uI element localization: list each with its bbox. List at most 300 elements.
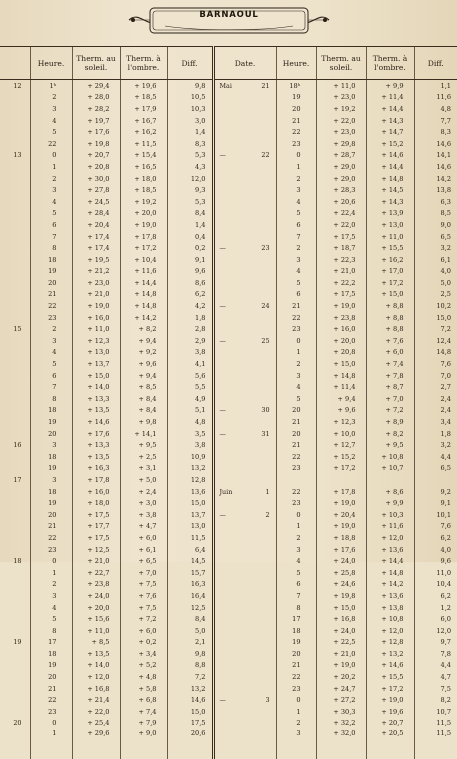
cell-sun-temp: + 17,5 [72, 509, 120, 521]
cell-hour: 2 [276, 173, 316, 185]
cell-shade-temp: + 5,2 [120, 660, 167, 672]
cell-hour: 1 [276, 347, 316, 359]
cell-day [0, 509, 30, 521]
cell-shade-temp: + 12,0 [366, 532, 414, 544]
cell-sun-temp: + 19,8 [72, 138, 120, 150]
cell-diff: 12,8 [167, 474, 213, 486]
cell-diff: 0,2 [167, 242, 213, 254]
cell-diff: 10,9 [167, 451, 213, 463]
cell-hour: 22 [276, 126, 316, 138]
cell-day [0, 370, 30, 382]
cell-sun-temp: + 12,3 [316, 416, 366, 428]
cell-shade-temp: + 16,2 [366, 254, 414, 266]
cell-sun-temp: + 24,0 [72, 590, 120, 602]
cell-sun-temp: + 11,0 [72, 323, 120, 335]
cell-hour: 1 [276, 521, 316, 533]
cell-day [244, 613, 276, 625]
cell-hour: 2 [276, 242, 316, 254]
cell-shade-temp: + 3,4 [120, 648, 167, 660]
cell-sun-temp: + 17,5 [316, 231, 366, 243]
cell-day [0, 567, 30, 579]
cell-sun-temp: + 17,6 [72, 126, 120, 138]
cell-hour: 4 [276, 196, 316, 208]
cell-sun-temp: + 20,4 [316, 509, 366, 521]
cell-sun-temp: + 25,4 [72, 718, 120, 730]
cell-diff: 2,7 [414, 381, 457, 393]
cell-sun-temp: + 11,0 [316, 80, 366, 92]
cell-diff: 4,2 [167, 300, 213, 312]
cell-hour: 0 [276, 335, 316, 347]
cell-shade-temp: + 9,9 [366, 80, 414, 92]
cell-diff: 5,5 [167, 381, 213, 393]
cell-sun-temp: + 10,0 [316, 428, 366, 440]
cell-month [213, 497, 244, 509]
cell-month [213, 370, 244, 382]
cell-shade-temp: + 11,6 [366, 521, 414, 533]
cell-month [213, 184, 244, 196]
cell-hour: 22 [276, 312, 316, 324]
cell-sun-temp: + 20,2 [316, 671, 366, 683]
cell-shade-temp: + 7,2 [120, 613, 167, 625]
cell-sun-temp: + 29,8 [316, 138, 366, 150]
cell-shade-temp: + 12,8 [366, 637, 414, 649]
cell-month [213, 660, 244, 672]
cell-shade-temp: + 14,4 [120, 277, 167, 289]
cell-shade-temp: + 17,8 [120, 231, 167, 243]
cell-sun-temp: + 22,7 [72, 567, 120, 579]
cell-hour: 20 [276, 405, 316, 417]
cell-day [0, 196, 30, 208]
table-row [0, 671, 457, 683]
cell-diff: 9,1 [167, 254, 213, 266]
cell-day [0, 416, 30, 428]
cell-day: 31 [244, 428, 276, 440]
cell-shade-temp: + 9,5 [120, 439, 167, 451]
cell-diff: 10,5 [167, 92, 213, 104]
cell-day [244, 266, 276, 278]
cell-day [244, 347, 276, 359]
cell-day [0, 300, 30, 312]
cell-hour: 23 [276, 463, 316, 475]
cell-day [244, 219, 276, 231]
table-row [0, 613, 457, 625]
cell-month [213, 439, 244, 451]
cell-month [213, 126, 244, 138]
cell-shade-temp: + 0,2 [120, 637, 167, 649]
cell-hour: 6 [276, 289, 316, 301]
cell-diff: 10,7 [414, 706, 457, 718]
cell-diff: 3,4 [414, 416, 457, 428]
col-ombre-right: Therm. à l'ombre. [366, 47, 414, 80]
cell-day [0, 335, 30, 347]
cell-shade-temp: + 14,2 [366, 579, 414, 591]
cell-day [244, 567, 276, 579]
table-body [0, 80, 457, 759]
cell-day [244, 358, 276, 370]
cell-month [213, 544, 244, 556]
cell-shade-temp: + 8,2 [120, 323, 167, 335]
cell-day [0, 579, 30, 591]
cell-diff: 6,2 [414, 532, 457, 544]
cell-diff: 0,4 [167, 231, 213, 243]
cell-hour: 19 [276, 637, 316, 649]
cell-day: 20 [0, 718, 30, 730]
table-row [0, 370, 457, 382]
cell-diff: 2,4 [414, 405, 457, 417]
cell-shade-temp: + 15,5 [366, 671, 414, 683]
cell-sun-temp: + 28,3 [316, 184, 366, 196]
cell-sun-temp: + 11,0 [72, 625, 120, 637]
cell-day [0, 173, 30, 185]
cell-diff [414, 474, 457, 486]
cell-day [0, 138, 30, 150]
cell-shade-temp: + 8,7 [366, 381, 414, 393]
cell-shade-temp: + 8,2 [366, 428, 414, 440]
cell-diff: 6,4 [167, 544, 213, 556]
cell-shade-temp: + 8,8 [366, 312, 414, 324]
cell-month [213, 138, 244, 150]
cell-diff: 4,0 [414, 544, 457, 556]
cell-sun-temp: + 17,2 [316, 463, 366, 475]
cell-hour: 4 [30, 602, 72, 614]
table-row [0, 579, 457, 591]
cell-sun-temp: + 21,0 [316, 648, 366, 660]
cell-day [0, 277, 30, 289]
cell-day [0, 405, 30, 417]
cell-sun-temp: + 19,0 [72, 300, 120, 312]
cell-month [213, 231, 244, 243]
cell-shade-temp: + 7,2 [366, 405, 414, 417]
cell-diff: 4,4 [414, 451, 457, 463]
cell-shade-temp: + 6,0 [120, 625, 167, 637]
cell-shade-temp: + 19,0 [120, 219, 167, 231]
cell-shade-temp: + 5,0 [120, 474, 167, 486]
cell-shade-temp: + 14,4 [366, 555, 414, 567]
cell-hour: 20 [30, 428, 72, 440]
cell-day [244, 497, 276, 509]
cell-month [213, 208, 244, 220]
cell-hour: 5 [276, 393, 316, 405]
cell-diff: 9,6 [414, 555, 457, 567]
cell-day: 13 [0, 150, 30, 162]
cell-day [0, 729, 30, 759]
cell-diff: 12,4 [414, 335, 457, 347]
cell-shade-temp: + 14,3 [366, 115, 414, 127]
cell-shade-temp: + 6,5 [120, 555, 167, 567]
cell-day [0, 347, 30, 359]
cell-sun-temp: + 13,5 [72, 648, 120, 660]
cell-sun-temp: + 30,3 [316, 706, 366, 718]
cell-diff: 9,8 [167, 80, 213, 92]
cell-diff: 4,3 [167, 161, 213, 173]
table-row [0, 208, 457, 220]
cell-shade-temp: + 9,0 [120, 729, 167, 759]
cell-hour: 23 [30, 544, 72, 556]
cell-shade-temp: + 15,0 [366, 289, 414, 301]
cell-month [213, 521, 244, 533]
cell-shade-temp: + 7,8 [366, 370, 414, 382]
cell-shade-temp: + 14,6 [366, 660, 414, 672]
cell-diff: 6,1 [414, 254, 457, 266]
table-row [0, 405, 457, 417]
cell-hour: 19 [30, 497, 72, 509]
cell-day [244, 590, 276, 602]
cell-diff: 14,1 [414, 150, 457, 162]
cell-month [213, 254, 244, 266]
cell-diff: 8,2 [414, 694, 457, 706]
cell-sun-temp: + 20,6 [316, 196, 366, 208]
cell-sun-temp: + 17,7 [72, 521, 120, 533]
cell-shade-temp: + 10,8 [366, 451, 414, 463]
cell-diff: 6,2 [167, 289, 213, 301]
cell-sun-temp: + 9,4 [316, 393, 366, 405]
cell-month: — [213, 405, 244, 417]
table-row [0, 532, 457, 544]
cell-hour: 20 [30, 277, 72, 289]
cell-sun-temp: + 29,6 [72, 729, 120, 759]
cell-hour: 3 [276, 254, 316, 266]
cell-sun-temp: + 24,7 [316, 683, 366, 695]
cell-sun-temp: + 20,7 [72, 150, 120, 162]
cell-sun-temp: + 19,0 [316, 660, 366, 672]
table-row [0, 451, 457, 463]
cell-diff: 8,6 [167, 277, 213, 289]
cell-sun-temp: + 21,2 [72, 266, 120, 278]
cell-day [0, 706, 30, 718]
cell-sun-temp: + 18,7 [316, 242, 366, 254]
cell-day [0, 115, 30, 127]
cell-hour: 5 [276, 567, 316, 579]
cell-hour: 18 [30, 486, 72, 498]
cell-diff: 2,4 [414, 393, 457, 405]
cell-sun-temp: + 16,8 [316, 613, 366, 625]
cell-diff: 8,3 [414, 126, 457, 138]
cell-sun-temp: + 20,4 [72, 219, 120, 231]
cell-shade-temp: + 9,9 [366, 497, 414, 509]
table-row [0, 126, 457, 138]
cell-hour: 3 [276, 729, 316, 759]
cell-shade-temp: + 10,7 [366, 463, 414, 475]
cell-month [213, 532, 244, 544]
cell-shade-temp: + 19,2 [120, 196, 167, 208]
cell-diff: 3,2 [414, 242, 457, 254]
cell-shade-temp: + 13,6 [366, 544, 414, 556]
cell-hour: 4 [276, 381, 316, 393]
cell-sun-temp: + 12,0 [72, 671, 120, 683]
cell-diff: 1,8 [414, 428, 457, 440]
table-row [0, 694, 457, 706]
cell-month [213, 718, 244, 730]
cell-hour: 0 [30, 150, 72, 162]
cell-day [244, 416, 276, 428]
cell-diff: 12,0 [167, 173, 213, 185]
cell-shade-temp: + 6,0 [366, 347, 414, 359]
cell-diff: 4,8 [414, 103, 457, 115]
cell-sun-temp: + 19,2 [316, 103, 366, 115]
cell-sun-temp: + 16,8 [72, 683, 120, 695]
cell-day [244, 660, 276, 672]
cell-diff: 15,7 [167, 567, 213, 579]
cell-sun-temp: + 21,4 [72, 694, 120, 706]
cell-day: 2 [244, 509, 276, 521]
cell-hour: 5 [30, 208, 72, 220]
cell-day [0, 358, 30, 370]
cell-shade-temp: + 9,4 [120, 335, 167, 347]
cell-shade-temp: + 7,0 [366, 393, 414, 405]
cell-diff: 9,1 [414, 497, 457, 509]
cell-hour: 21 [276, 660, 316, 672]
cell-hour: 3 [276, 544, 316, 556]
header-ornament [125, 3, 333, 37]
cell-hour: 0 [276, 509, 316, 521]
cell-shade-temp: + 16,5 [120, 161, 167, 173]
cell-hour: 20 [276, 648, 316, 660]
cell-diff: 9,3 [167, 184, 213, 196]
cell-hour: 23 [276, 497, 316, 509]
cell-hour [276, 474, 316, 486]
cell-diff: 9,8 [167, 648, 213, 660]
cell-month [213, 729, 244, 759]
cell-hour: 1 [276, 161, 316, 173]
col-date-right: Date. [213, 47, 276, 80]
cell-day [244, 184, 276, 196]
cell-hour: 5 [30, 358, 72, 370]
cell-sun-temp: + 16,0 [72, 312, 120, 324]
cell-diff: 5,6 [167, 370, 213, 382]
cell-shade-temp: + 17,2 [366, 683, 414, 695]
cell-sun-temp: + 17,8 [72, 474, 120, 486]
cell-shade-temp: + 13,6 [366, 590, 414, 602]
cell-sun-temp: + 22,0 [316, 219, 366, 231]
table-row [0, 277, 457, 289]
table-row [0, 161, 457, 173]
cell-sun-temp: + 17,6 [72, 428, 120, 440]
cell-diff: 1,1 [414, 80, 457, 92]
cell-day [244, 683, 276, 695]
cell-day [0, 602, 30, 614]
cell-diff: 9,6 [167, 266, 213, 278]
cell-month: — [213, 428, 244, 440]
cell-shade-temp: + 12,0 [366, 625, 414, 637]
cell-shade-temp: + 8,4 [120, 393, 167, 405]
cell-sun-temp: + 19,0 [316, 497, 366, 509]
cell-day: 19 [0, 637, 30, 649]
cell-diff: 7,0 [414, 370, 457, 382]
cell-month: — [213, 694, 244, 706]
cell-sun-temp: + 16,0 [72, 486, 120, 498]
cell-month [213, 381, 244, 393]
table-row [0, 103, 457, 115]
cell-day [244, 729, 276, 759]
cell-diff: 11,5 [414, 729, 457, 759]
cell-diff: 3,0 [167, 115, 213, 127]
cell-sun-temp: + 21,0 [72, 289, 120, 301]
cell-diff: 10,2 [414, 300, 457, 312]
cell-day [244, 393, 276, 405]
cell-shade-temp: + 9,2 [120, 347, 167, 359]
cell-day [0, 312, 30, 324]
cell-sun-temp: + 17,5 [316, 289, 366, 301]
cell-shade-temp: + 14,1 [120, 428, 167, 440]
cell-shade-temp: + 17,2 [120, 242, 167, 254]
cell-hour: 22 [276, 671, 316, 683]
cell-hour: 6 [30, 219, 72, 231]
cell-hour: 2 [30, 323, 72, 335]
cell-shade-temp: + 20,0 [120, 208, 167, 220]
cell-sun-temp: + 23,0 [316, 126, 366, 138]
table-row [0, 196, 457, 208]
cell-diff: 1,2 [414, 602, 457, 614]
cell-sun-temp: + 22,0 [72, 706, 120, 718]
cell-day: 18 [0, 555, 30, 567]
cell-month [213, 115, 244, 127]
col-date-left [0, 47, 30, 80]
cell-month: Mai [213, 80, 244, 92]
cell-sun-temp: + 14,0 [72, 381, 120, 393]
cell-sun-temp: + 17,4 [72, 242, 120, 254]
cell-hour: 2 [30, 92, 72, 104]
cell-sun-temp: + 24,0 [316, 625, 366, 637]
station-name: BARNAOUL [150, 10, 308, 20]
table-row [0, 312, 457, 324]
cell-day [244, 161, 276, 173]
cell-shade-temp: + 9,8 [120, 416, 167, 428]
cell-shade-temp: + 15,5 [366, 242, 414, 254]
cell-day [244, 115, 276, 127]
cell-day [0, 126, 30, 138]
cell-hour: 21 [276, 115, 316, 127]
table-row [0, 242, 457, 254]
cell-diff: 6,5 [414, 231, 457, 243]
cell-diff: 3,8 [167, 347, 213, 359]
cell-diff: 13,6 [167, 486, 213, 498]
cell-sun-temp: + 18,0 [72, 497, 120, 509]
cell-sun-temp: + 20,0 [72, 602, 120, 614]
cell-month [213, 451, 244, 463]
cell-sun-temp: + 14,8 [316, 370, 366, 382]
cell-day [244, 381, 276, 393]
cell-hour: 22 [30, 138, 72, 150]
cell-diff: 15,0 [167, 706, 213, 718]
cell-hour: 2 [30, 173, 72, 185]
cell-month [213, 567, 244, 579]
cell-hour: 0 [30, 555, 72, 567]
cell-hour: 6 [30, 370, 72, 382]
cell-shade-temp: + 5,8 [120, 683, 167, 695]
cell-month [213, 266, 244, 278]
cell-sun-temp: + 16,0 [316, 323, 366, 335]
cell-sun-temp: + 12,3 [72, 335, 120, 347]
cell-sun-temp: + 19,8 [316, 590, 366, 602]
cell-shade-temp: + 14,8 [120, 289, 167, 301]
cell-shade-temp: + 20,7 [366, 718, 414, 730]
cell-shade-temp [366, 474, 414, 486]
cell-month [213, 219, 244, 231]
cell-sun-temp: + 12,5 [72, 544, 120, 556]
cell-hour: 7 [30, 381, 72, 393]
table-row [0, 115, 457, 127]
cell-hour: 23 [276, 138, 316, 150]
cell-sun-temp: + 22,0 [316, 115, 366, 127]
table-row [0, 231, 457, 243]
cell-hour: 5 [30, 126, 72, 138]
cell-sun-temp: + 13,7 [72, 358, 120, 370]
table-row [0, 637, 457, 649]
cell-diff: 10,4 [414, 579, 457, 591]
cell-sun-temp: + 15,0 [316, 358, 366, 370]
cell-hour: 5 [276, 208, 316, 220]
cell-sun-temp: + 17,6 [316, 544, 366, 556]
